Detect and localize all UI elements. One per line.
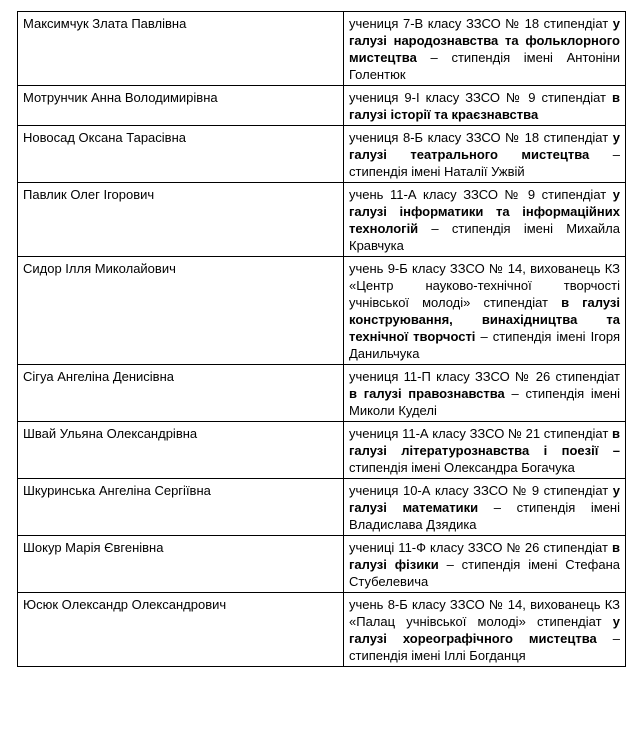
table-row (18, 257, 626, 365)
scholarship-field: у галузі народознавства та фольклорного мистецтва (349, 16, 620, 65)
table-row (18, 126, 626, 183)
scholarship-description (344, 126, 626, 183)
table-body (18, 12, 626, 667)
scholarship-field: в галузі правознавства (349, 386, 505, 401)
student-name: Максимчук Злата Павлівна (18, 12, 344, 86)
description-text: учень 9-Б класу ЗЗСО № 14, вихованець КЗ «Центр науково-технічної творчості учнівської молоді» стипендіат (349, 261, 620, 310)
description-text: – стипендія імені Стефана Стубелевича (349, 557, 620, 589)
table-row (18, 86, 626, 126)
scholarship-table (17, 11, 626, 667)
description-text: учень 11-А класу ЗЗСО № 9 стипендіат (349, 187, 613, 202)
description-text: учениця 10-А класу ЗЗСО № 9 стипендіат (349, 483, 613, 498)
scholarship-description (344, 12, 626, 86)
description-text: – стипендія імені Іллі Богданця (349, 631, 620, 663)
description-text: – стипендія імені Наталії Ужвій (349, 147, 620, 179)
description-text: – стипендія імені Владислава Дзядика (349, 500, 621, 532)
table-row (18, 536, 626, 593)
description-text: – стипендія імені Ігоря Данильчука (349, 329, 620, 361)
student-name: Швай Ульяна Олександрівна (18, 422, 344, 479)
student-name: Шкуринська Ангеліна Сергіївна (18, 479, 344, 536)
description-text: – стипендія імені Михайла Кравчука (349, 221, 620, 253)
scholarship-field: в галузі літературознавства і поезії – (349, 426, 620, 458)
student-name: Шокур Марія Євгенівна (18, 536, 344, 593)
description-text: учениця 9-І класу ЗЗСО № 9 стипендіат (349, 90, 612, 105)
description-text: учениця 11-П класу ЗЗСО № 26 стипендіат (349, 369, 620, 384)
description-text: – стипендія імені Антоніни Голентюк (349, 50, 620, 82)
scholarship-description (344, 183, 626, 257)
scholarship-field: у галузі театрального мистецтва (349, 130, 620, 162)
scholarship-field: у галузі хореографічного мистецтва (349, 614, 620, 646)
table-row (18, 422, 626, 479)
student-name: Мотрунчик Анна Володимирівна (18, 86, 344, 126)
table-row (18, 365, 626, 422)
description-text: учениця 7-В класу ЗЗСО № 18 стипендіат (349, 16, 613, 31)
student-name: Новосад Оксана Тарасівна (18, 126, 344, 183)
scholarship-description (344, 536, 626, 593)
description-text: учениця 11-А класу ЗЗСО № 21 стипендіат (349, 426, 612, 441)
scholarship-field: в галузі конструювання, винахідництва та технічної творчості (349, 295, 621, 344)
table-row (18, 479, 626, 536)
scholarship-description (344, 422, 626, 479)
scholarship-field: у галузі інформатики та інформаційних технологій (349, 187, 620, 236)
scholarship-description (344, 257, 626, 365)
scholarship-field: в галузі фізики (349, 540, 620, 572)
scholarship-field: у галузі математики (349, 483, 620, 515)
student-name: Павлик Олег Ігорович (18, 183, 344, 257)
scholarship-field: в галузі історії та краєзнавства (349, 90, 620, 122)
description-text: стипендія імені Олександра Богачука (349, 460, 575, 475)
table-row (18, 183, 626, 257)
scholarship-description (344, 593, 626, 667)
scholarship-description (344, 479, 626, 536)
student-name: Сидор Ілля Миколайович (18, 257, 344, 365)
student-name: Сігуа Ангеліна Денисівна (18, 365, 344, 422)
description-text: учень 8-Б класу ЗЗСО № 14, вихованець КЗ «Палац учнівської молоді» стипендіат (349, 597, 620, 629)
student-name: Юсюк Олександр Олександрович (18, 593, 344, 667)
description-text: учениця 8-Б класу ЗЗСО № 18 стипендіат (349, 130, 613, 145)
scholarship-description (344, 86, 626, 126)
table-row (18, 12, 626, 86)
description-text: – стипендія імені Миколи Куделі (349, 386, 620, 418)
scholarship-description (344, 365, 626, 422)
table-row (18, 593, 626, 667)
description-text: учениці 11-Ф класу ЗЗСО № 26 стипендіат (349, 540, 612, 555)
